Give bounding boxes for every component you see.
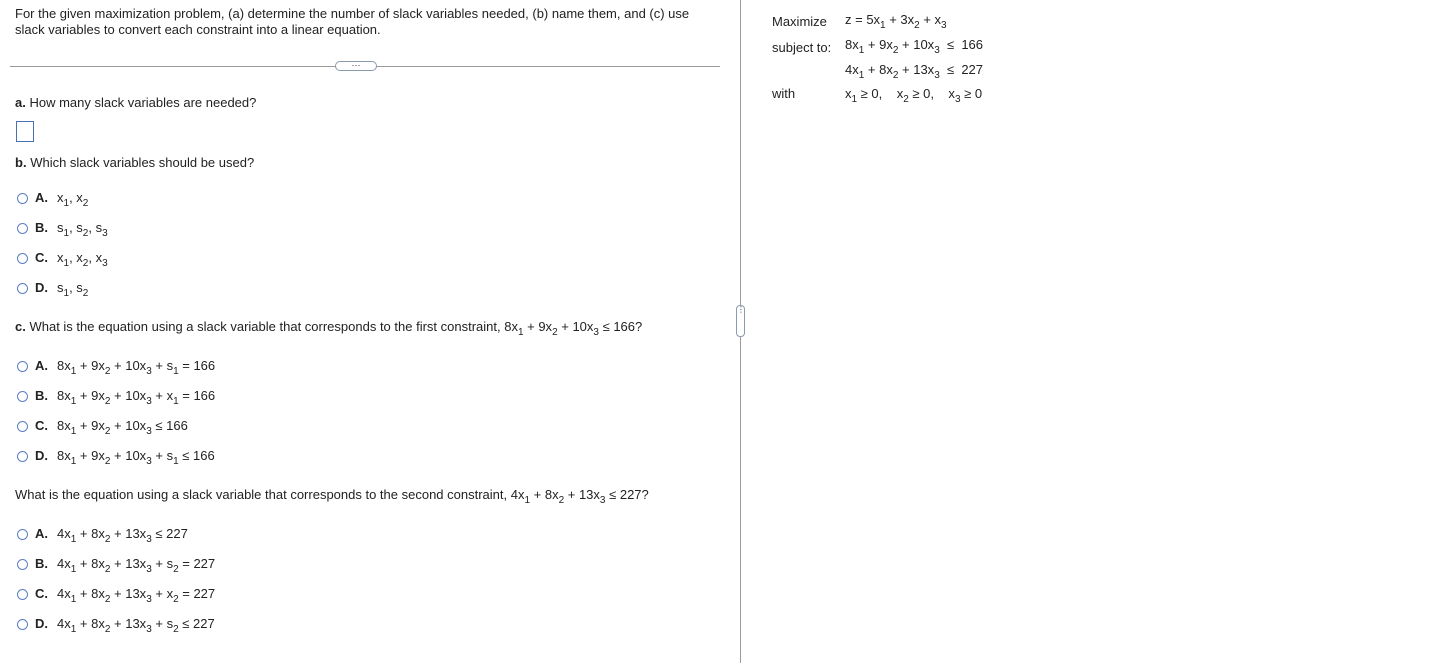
option-letter: B. <box>35 220 48 235</box>
option-letter: D. <box>35 448 48 463</box>
question-a-letter: a. <box>15 95 26 110</box>
radio-button[interactable] <box>17 361 28 372</box>
with-label: with <box>772 86 796 101</box>
objective-function: $z = 5x_1 + 3x_2 + x_3$ <box>845 12 947 31</box>
option-letter: A. <box>35 358 48 373</box>
radio-button[interactable] <box>17 223 28 234</box>
option-text: $s_1$, $s_2$, $s_3$ <box>57 220 108 239</box>
question-c-letter: c. <box>15 319 26 334</box>
option-c-b[interactable] <box>17 388 216 407</box>
option-text: $4x_1 + 8x_2 + 13x_3 + x_2 = 227$ <box>57 586 216 605</box>
option-text: $4x_1 + 8x_2 + 13x_3 + s_2 = 227$ <box>57 556 216 575</box>
question-c <box>15 319 643 338</box>
constraint-2: $4x_1 + 8x_2 + 13x_3 \le 227$ <box>845 62 984 81</box>
option-letter: C. <box>35 250 48 265</box>
option-text: $4x_1 + 8x_2 + 13x_3 + s_2 \le 227$ <box>57 616 215 635</box>
question-d-text: What is the equation using a slack variable that corresponds to the second constraint, $4x_1 + 8x_2 + 13x_3 \le 227$? <box>15 487 649 506</box>
section-divider <box>10 60 720 72</box>
slack-count-input[interactable] <box>16 121 34 142</box>
constraint-1: $8x_1 + 9x_2 + 10x_3 \le 166$ <box>845 37 984 56</box>
option-letter: A. <box>35 526 48 541</box>
question-b-text: Which slack variables should be used? <box>30 155 255 170</box>
radio-button[interactable] <box>17 283 28 294</box>
radio-button[interactable] <box>17 529 28 540</box>
option-d-b[interactable] <box>17 556 216 575</box>
option-text: $8x_1 + 9x_2 + 10x_3 + x_1 = 166$ <box>57 388 216 407</box>
option-letter: A. <box>35 190 48 205</box>
option-text: $x_1$, $x_2$, $x_3$ <box>57 250 108 269</box>
question-b-letter: b. <box>15 155 27 170</box>
option-letter: C. <box>35 418 48 433</box>
option-text: $8x_1 + 9x_2 + 10x_3 \le 166$ <box>57 418 188 437</box>
option-letter: D. <box>35 280 48 295</box>
option-b-b[interactable] <box>17 220 108 239</box>
problem-instructions: For the given maximization problem, (a) determine the number of slack variables needed, (b) name them, and (c) use slack variables to convert each constraint into a linear equation. <box>15 6 690 37</box>
question-a <box>15 95 256 111</box>
question-d <box>15 487 649 506</box>
question-b <box>15 155 254 171</box>
radio-button[interactable] <box>17 391 28 402</box>
option-b-c[interactable] <box>17 250 108 269</box>
radio-button[interactable] <box>17 589 28 600</box>
option-d-c[interactable] <box>17 586 216 605</box>
option-d-a[interactable] <box>17 526 188 545</box>
option-text: $x_1$, $x_2$ <box>57 190 89 209</box>
question-a-text: How many slack variables are needed? <box>29 95 257 110</box>
option-b-a[interactable] <box>17 190 89 209</box>
radio-button[interactable] <box>17 253 28 264</box>
option-letter: B. <box>35 556 48 571</box>
option-letter: D. <box>35 616 48 631</box>
option-text: $8x_1 + 9x_2 + 10x_3 + s_1 \le 166$ <box>57 448 215 467</box>
maximize-label: Maximize <box>772 14 827 29</box>
radio-button[interactable] <box>17 421 28 432</box>
option-d-d[interactable] <box>17 616 215 635</box>
radio-button[interactable] <box>17 619 28 630</box>
option-b-d[interactable] <box>17 280 89 299</box>
subject-to-label: subject to: <box>772 40 832 55</box>
option-letter: C. <box>35 586 48 601</box>
option-c-c[interactable] <box>17 418 188 437</box>
option-text: $8x_1 + 9x_2 + 10x_3 + s_1 = 166$ <box>57 358 216 377</box>
radio-button[interactable] <box>17 559 28 570</box>
radio-button[interactable] <box>17 193 28 204</box>
question-c-text: What is the equation using a slack variable that corresponds to the first constraint, $8x_1 + 9x_2 + 10x_3 \le 166$? <box>29 319 643 338</box>
option-c-d[interactable] <box>17 448 215 467</box>
radio-button[interactable] <box>17 451 28 462</box>
panel-resize-handle[interactable]: ⋮ <box>736 305 745 337</box>
option-letter: B. <box>35 388 48 403</box>
problem-panel <box>741 0 1436 663</box>
option-text: $4x_1 + 8x_2 + 13x_3 \le 227$ <box>57 526 188 545</box>
option-text: $s_1$, $s_2$ <box>57 280 89 299</box>
more-button[interactable]: ··· <box>335 61 377 71</box>
nonnegativity-constraints: $x_1 \ge 0$, $x_2 \ge 0$, $x_3 \ge 0$ <box>845 86 983 105</box>
option-c-a[interactable] <box>17 358 216 377</box>
